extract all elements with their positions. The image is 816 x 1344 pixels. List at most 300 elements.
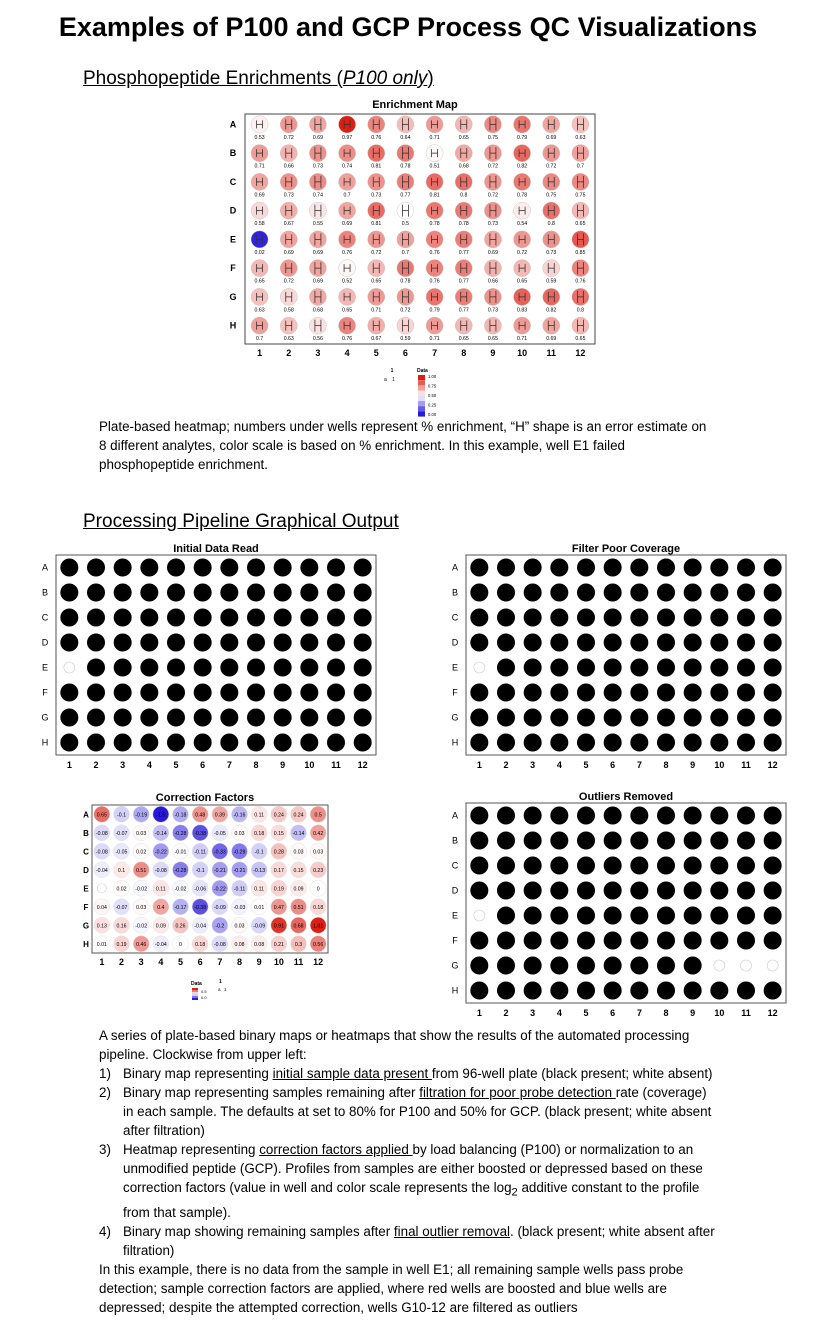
well-value: 0.76 [371,134,382,141]
row-label: G [451,712,459,723]
well-present [524,584,541,601]
plate-title: Filter Poor Coverage [571,543,681,555]
correction-value: 0.4 [157,904,165,911]
well-present [684,882,701,899]
well-present [738,684,755,701]
correction-value: 0.51 [293,904,304,911]
well-present [524,957,541,974]
well-present [114,709,131,726]
well-present [248,634,265,651]
well-present [498,659,515,676]
legend-swatch [192,998,198,1000]
well-present [141,584,158,601]
legend-swatch [192,988,198,990]
col-label: 6 [197,957,203,967]
well-value: 0.72 [487,192,498,199]
legend-swatch [418,380,425,385]
col-label: 1 [476,760,482,770]
well-present [168,634,185,651]
col-label: 4 [344,348,350,358]
well-present [524,932,541,949]
correction-value: 0.19 [273,886,284,893]
correction-value: -0.28 [174,830,187,837]
well-present [114,734,131,751]
well-present [88,609,105,626]
well-present [471,684,488,701]
well-present [631,807,648,824]
well-value: 0.75 [575,192,586,199]
well-value: 0.65 [575,221,586,228]
well-present [551,907,568,924]
correction-value: -0.04 [194,923,207,930]
well-present [498,982,515,999]
correction-value: -0.06 [194,886,207,893]
well-present [764,982,781,999]
well-present [658,857,675,874]
well-value: 0.78 [429,221,440,228]
well-present [194,559,211,576]
well-value: 0.71 [517,336,528,343]
well-present [354,734,371,751]
legend-tick: 0.75 [428,383,437,389]
item-text: rate (coverage) in each sample. The defaults at set to 80% for P100 and 50% for GCP. (black present; white absent after filtration) [123,1085,712,1138]
plate-frame [56,555,376,755]
well-present [738,559,755,576]
row-label: A [451,810,459,821]
correction-value: -0.07 [115,904,128,911]
col-label: 12 [357,760,368,770]
well-present [578,584,595,601]
col-label: 1 [257,348,263,358]
well-value: 0.68 [458,163,469,170]
well-present [471,832,488,849]
well-present [194,584,211,601]
well-present [764,734,781,751]
well-present [194,634,211,651]
well-value: 0.73 [371,192,382,199]
well-present [711,709,728,726]
well-present [738,882,755,899]
correction-value: -0.29 [233,849,246,856]
correction-value: -0.13 [253,867,266,874]
well-value: 0.79 [429,307,440,314]
correction-value: 0.15 [273,830,284,837]
well-value: 0.7 [343,192,351,199]
well-present [328,609,345,626]
well-present [471,807,488,824]
well-present [551,832,568,849]
legend-tick: 0.5 [201,989,207,994]
well-present [658,559,675,576]
item-number: 1) [99,1066,111,1081]
enrichment-title: Enrichment Map [372,99,458,111]
row-label: A [451,562,459,573]
col-label: 8 [461,348,467,358]
well-present [684,907,701,924]
correction-value: -0.09 [213,904,226,911]
well-value: 0.69 [546,134,557,141]
legend-swatch [418,391,425,396]
well-present [578,659,595,676]
well-present [61,709,78,726]
well-present [141,559,158,576]
well-value: 0.81 [429,192,440,199]
col-label: 7 [226,760,232,770]
well-present [114,684,131,701]
col-label: 9 [256,957,262,967]
correction-value: 0.24 [293,812,304,819]
well-present [141,609,158,626]
correction-value: -0.14 [154,830,167,837]
well-present [658,932,675,949]
well-present [684,832,701,849]
well-present [168,584,185,601]
well-present [738,932,755,949]
col-label: 3 [315,348,321,358]
correction-value: -0.2 [215,923,225,930]
well-value: 0.78 [400,278,411,285]
row-label: E [83,884,89,894]
well-present [88,709,105,726]
well-present [354,559,371,576]
well-value: 0.81 [371,221,382,228]
col-label: 5 [583,1008,589,1018]
well-value: 0.63 [254,307,265,314]
well-present [248,734,265,751]
well-present [168,609,185,626]
well-value: 0.76 [342,249,353,256]
well-value: 0.59 [400,336,411,343]
well-present [194,609,211,626]
well-value: 0.54 [517,221,528,228]
well-present [328,659,345,676]
well-present [578,684,595,701]
well-value: 0.73 [283,192,294,199]
well-present [551,982,568,999]
caption-enrichment: Plate-based heatmap; numbers under wells represent % enrichment, “H” shape is an error estimate on 8 different analytes, color scale is based on % enrichment. In this example, well E1 failed phosphopeptide enrichment. [99,419,707,472]
row-label: D [229,205,237,216]
col-label: 2 [93,760,99,770]
col-label: 6 [402,348,408,358]
well-present [274,659,291,676]
well-present [738,734,755,751]
well-present [684,584,701,601]
plate-initial-data-read [38,540,378,772]
well-present [114,609,131,626]
row-label: A [41,562,49,573]
section-heading-em: P100 only [342,68,428,89]
well-present [658,734,675,751]
well-present [604,559,621,576]
well-present [711,932,728,949]
well-value: 0.73 [487,307,498,314]
well-present [578,957,595,974]
well-value: 0.76 [575,278,586,285]
legend-swatch [418,406,425,411]
well-value: 0.85 [575,249,586,256]
plate-outliers-removed [448,788,788,1020]
plate-title: Correction Factors [155,792,255,804]
well-present [498,882,515,899]
item-text: Binary map showing remaining samples after [123,1223,394,1239]
caption-outro: In this example, there is no data from the sample in well E1; all remaining sample wells pass probe detection; sample correction factors are applied, where red wells are boosted and blue wells are depressed; despite the attempted correction, wells G10-12 are filtered as outliers [99,1261,684,1315]
col-label: 12 [767,1008,778,1018]
col-label: 7 [217,957,223,967]
row-label: C [451,612,459,623]
well-value: 0.65 [458,134,469,141]
well-present [88,684,105,701]
col-label: 1 [66,760,72,770]
legend-swatch [418,385,425,390]
well-value: 0.63 [575,134,586,141]
legend-tick: 0.50 [428,393,437,398]
row-label: C [229,176,237,187]
correction-value: -0.16 [233,812,246,819]
well-value: 0.77 [400,192,411,199]
well-present [221,634,238,651]
correction-value: -0.03 [233,904,246,911]
well-present [551,882,568,899]
well-present [141,709,158,726]
row-label: G [82,921,90,931]
well-present [631,584,648,601]
item-text: Binary map representing samples remaining after [123,1085,420,1100]
col-label: 9 [490,348,496,358]
well-present [551,609,568,626]
well-present [711,734,728,751]
col-label: 8 [253,760,259,770]
row-label: H [229,320,237,331]
row-label: A [83,810,89,820]
well-present [684,709,701,726]
plate-frame [466,803,786,1003]
well-present [61,634,78,651]
well-present [658,832,675,849]
well-present [524,634,541,651]
col-label: 4 [146,760,152,770]
well-value: 0.8 [576,307,585,314]
legend-key-label: 1 [224,987,227,992]
well-value: 0.74 [312,192,323,199]
plate-title: Outliers Removed [578,791,674,803]
well-present [354,709,371,726]
correction-value: -0.22 [154,849,167,856]
well-present [221,684,238,701]
well-present [711,857,728,874]
well-present [764,634,781,651]
well-present [684,559,701,576]
well-value: 0.63 [283,336,294,343]
well-value: 0.97 [342,134,353,141]
well-present [114,634,131,651]
well-present [328,734,345,751]
item-text: Binary map representing [123,1066,273,1081]
well-present [471,609,488,626]
well-present [578,857,595,874]
well-value: 0.72 [546,163,557,170]
well-value: 0.8 [547,221,555,228]
well-value: 0.55 [312,221,323,228]
well-present [764,659,781,676]
correction-value: -0.05 [115,849,128,856]
well-present [658,609,675,626]
correction-value: 0.17 [273,867,284,874]
col-label: 9 [690,760,696,770]
row-label: B [41,587,49,598]
well-present [301,609,318,626]
correction-value: 0.18 [313,904,324,911]
legend-title: Data [417,368,428,374]
well-present [221,584,238,601]
col-label: 2 [503,1008,509,1018]
item-text: by load balancing (P100) or normalization to an unmodified peptide (GCP). Profiles from samples are either boosted or depressed based on these correction factors (value in well and color scale represents the log [123,1142,703,1195]
well-present [221,734,238,751]
legend-tick: 0.00 [428,412,437,417]
well-value: 0.65 [254,278,265,285]
well-value: 0.65 [517,278,528,285]
well-present [658,584,675,601]
well-present [738,807,755,824]
correction-value: 0.03 [136,830,147,837]
well-present [551,857,568,874]
well-present [328,584,345,601]
well-present [471,559,488,576]
well-value: 0.53 [254,134,265,141]
well-present [738,584,755,601]
legend-swatch [192,990,198,992]
well-present [711,684,728,701]
well-present [274,584,291,601]
correction-value: 0.08 [234,941,245,948]
well-present [354,584,371,601]
well-value: 0.69 [546,336,557,343]
well-present [684,807,701,824]
col-label: 10 [517,348,528,358]
row-label: A [229,119,237,130]
well-value: 0.78 [458,221,469,228]
well-present [578,609,595,626]
well-present [221,609,238,626]
well-present [604,659,621,676]
col-label: 8 [236,957,243,967]
well-present [738,609,755,626]
col-label: 11 [293,957,304,967]
well-present [88,634,105,651]
row-label: C [41,612,49,623]
correction-value: 0.02 [136,849,147,856]
well-present [764,609,781,626]
item-subscript: 2 [511,1186,518,1199]
well-present [631,957,648,974]
well-value: 0.66 [487,278,498,285]
well-present [604,584,621,601]
well-present [631,709,648,726]
row-label: C [451,860,459,871]
correction-value: -1.5 [156,812,166,819]
well-present [354,609,371,626]
plate-filter-poor-coverage [448,540,788,772]
correction-value: -0.21 [233,867,246,874]
well-present [61,559,78,576]
well-present [328,684,345,701]
row-label: G [229,291,237,302]
well-present [578,634,595,651]
col-label: 9 [280,760,286,770]
well-present [328,559,345,576]
col-label: 12 [767,760,778,770]
well-present [141,684,158,701]
well-present [711,882,728,899]
correction-value: 0.15 [293,867,304,874]
col-label: 9 [690,1008,696,1018]
well-value: 0.71 [371,307,382,314]
well-present [498,932,515,949]
correction-value: 0.91 [273,923,284,930]
legend-swatch [192,994,198,996]
well-value: 0.5 [401,221,410,228]
legend-swatch [192,996,198,998]
correction-value: 0.26 [175,923,186,930]
col-label: 2 [286,348,292,358]
well-present [498,609,515,626]
correction-value: 0.51 [136,867,147,874]
well-value: 0.7 [401,249,410,256]
well-present [631,684,648,701]
well-value: 0.75 [546,192,557,199]
correction-value: -0.08 [95,849,108,856]
correction-value: -0.08 [213,941,226,948]
well-present [88,734,105,751]
well-present [764,559,781,576]
well-value: 0.8 [460,192,468,199]
well-present [524,559,541,576]
correction-value: 0.03 [234,923,245,930]
well-present [604,957,621,974]
well-value: 0.69 [312,134,323,141]
caption-list [99,1064,719,1260]
well-present [631,634,648,651]
well-absent [767,960,778,971]
correction-value: -0.33 [213,849,226,856]
well-present [604,609,621,626]
col-label: 10 [714,760,725,770]
col-label: 4 [556,1008,562,1018]
correction-value: -0.1 [195,867,205,874]
legend-key-symbol: a [218,987,221,992]
well-present [301,634,318,651]
col-label: 4 [158,957,164,967]
well-present [711,559,728,576]
well-present [498,634,515,651]
col-label: 5 [373,348,379,358]
well-value: 0.65 [575,336,586,343]
well-value: 0.69 [283,249,294,256]
item-text: Heatmap representing [123,1142,260,1157]
well-absent [474,910,485,921]
well-present [604,882,621,899]
row-label: D [451,637,459,648]
well-present [658,907,675,924]
correction-value: 0.39 [214,812,225,819]
well-value: 0.69 [312,249,323,256]
correction-value: -0.28 [174,867,187,874]
well-value: 0.69 [342,221,353,228]
legend-key-label: 1 [392,377,395,383]
well-present [88,584,105,601]
row-label: H [451,737,459,748]
well-value: 0.7 [255,336,264,343]
well-present [274,609,291,626]
